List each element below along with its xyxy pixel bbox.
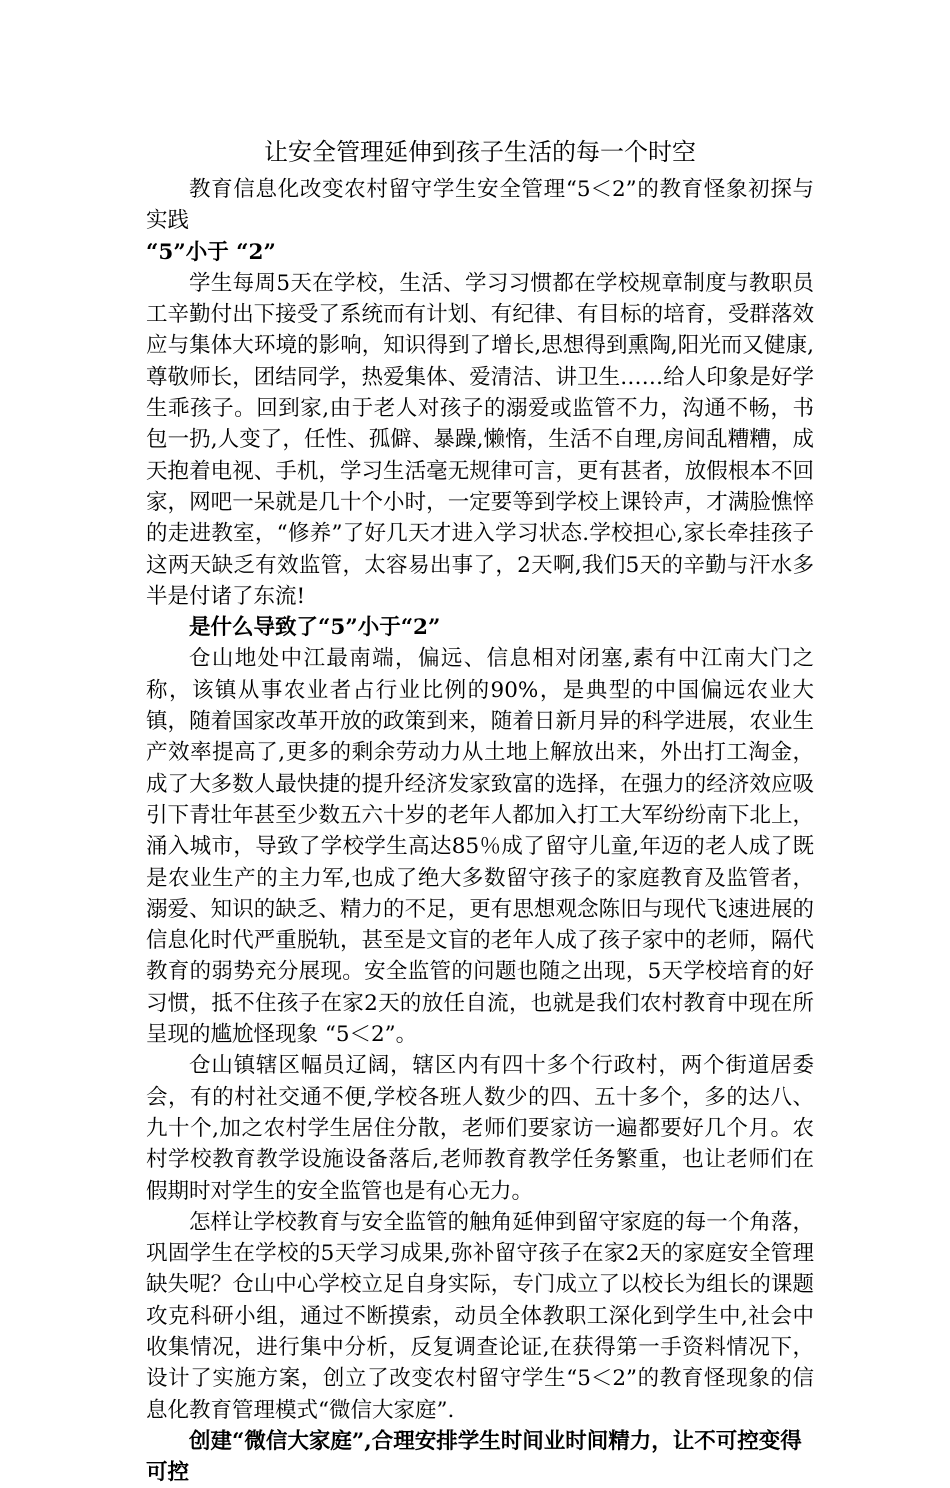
document-title: 让安全管理延伸到孩子生活的每一个时空 — [264, 138, 696, 166]
paragraph-cangshan-background: 仓山地处中江最南端，偏远、信息相对闭塞,素有中江南大门之称，该镇从事农业者占行业比例的90%，是典型的中国偏远农业大镇，随着国家改革开放的政策到来，随着日新月异的科学进展，农业生产效率提高了,更多的剩余劳动力从土地上解放出来，外出打工淘金，成了大多数人最快捷的提升经济发家致富的选择，在强力的经济效应吸引下青壮年甚至少数五六十岁的老年人都加入打工大军纷纷南下北上，涌入城市，导致了学校学生高达85％成了留守儿童,年迈的老人成了既是农业生产的主力军,也成了绝大多数留守孩子的家庭教育及监管者，溺爱、知识的缺乏、精力的不足，更有思想观念陈旧与现代飞速进展的信息化时代严重脱轨，甚至是文盲的老年人成了孩子家中的老师，隔代教育的弱势充分展现。安全监管的问题也随之出现，5天学校培育的好习惯，抵不住孩子在家2天的放任自流，也就是我们农村教育中现在所呈现的尴尬怪现象 “5＜2”。 — [146, 646, 814, 1048]
section-heading-5-less-than-2: “5”小于 “2” — [146, 239, 276, 265]
document-body — [146, 134, 814, 1488]
document-subtitle: 教育信息化改变农村留守学生安全管理“5＜2”的教育怪象初探与实践 — [146, 177, 814, 234]
paragraph-student-habits: 学生每周5天在学校，生活、学习习惯都在学校规章制度与教职员工辛勤付出下接受了系统而有计划、有纪律、有目标的培育，受群落效应与集体大环境的影响，知识得到了增长,思想得到熏陶,阳光而又健康,尊敬师长，团结同学，热爱集体、爱清洁、讲卫生……给人印象是好学生乖孩子。回到家,由于老人对孩子的溺爱或监管不力，沟通不畅，书包一扔,人变了，任性、孤僻、暴躁,懒惰，生活不自理,房间乱糟糟，成天抱着电视、手机，学习生活毫无规律可言，更有甚者，放假根本不回家，网吧一呆就是几十个小时，一定要等到学校上课铃声，才满脸憔悴的走进教室，“修养”了好几天才进入学习状态.学校担心,家长牵挂孩子这两天缺乏有效监管，太容易出事了，2天啊,我们5天的辛勤与汗水多半是付诸了东流! — [146, 270, 814, 609]
section-heading-cause: 是什么导致了“5”小于“2” — [189, 615, 441, 641]
paragraph-solution-approach: 怎样让学校教育与安全监管的触角延伸到留守家庭的每一个角落，巩固学生在学校的5天学习成果,弥补留守孩子在家2天的家庭安全管理缺失呢？仓山中心学校立足自身实际，专门成立了以校长为组长的课题攻克科研小组，通过不断摸索，动员全体教职工深化到学生中,社会中收集情况，进行集中分析，反复调查论证,在获得第一手资料情况下，设计了实施方案，创立了改变农村留守学生“5＜2”的教育怪现象的信息化教育管理模式“微信大家庭”. — [146, 1209, 814, 1423]
section-heading-wechat-family: 创建“微信大家庭”,合理安排学生时间业时间精力，让不可控变得可控 — [146, 1428, 802, 1486]
paragraph-town-jurisdiction: 仓山镇辖区幅员辽阔，辖区内有四十多个行政村，两个街道居委会，有的村社交通不便,学校各班人数少的四、五十多个，多的达八、九十个,加之农村学生居住分散，老师们要家访一遍都要好几个月。农村学校教育教学设施设备落后,老师教育教学任务繁重，也让老师们在假期时对学生的安全监管也是有心无力。 — [146, 1053, 814, 1204]
